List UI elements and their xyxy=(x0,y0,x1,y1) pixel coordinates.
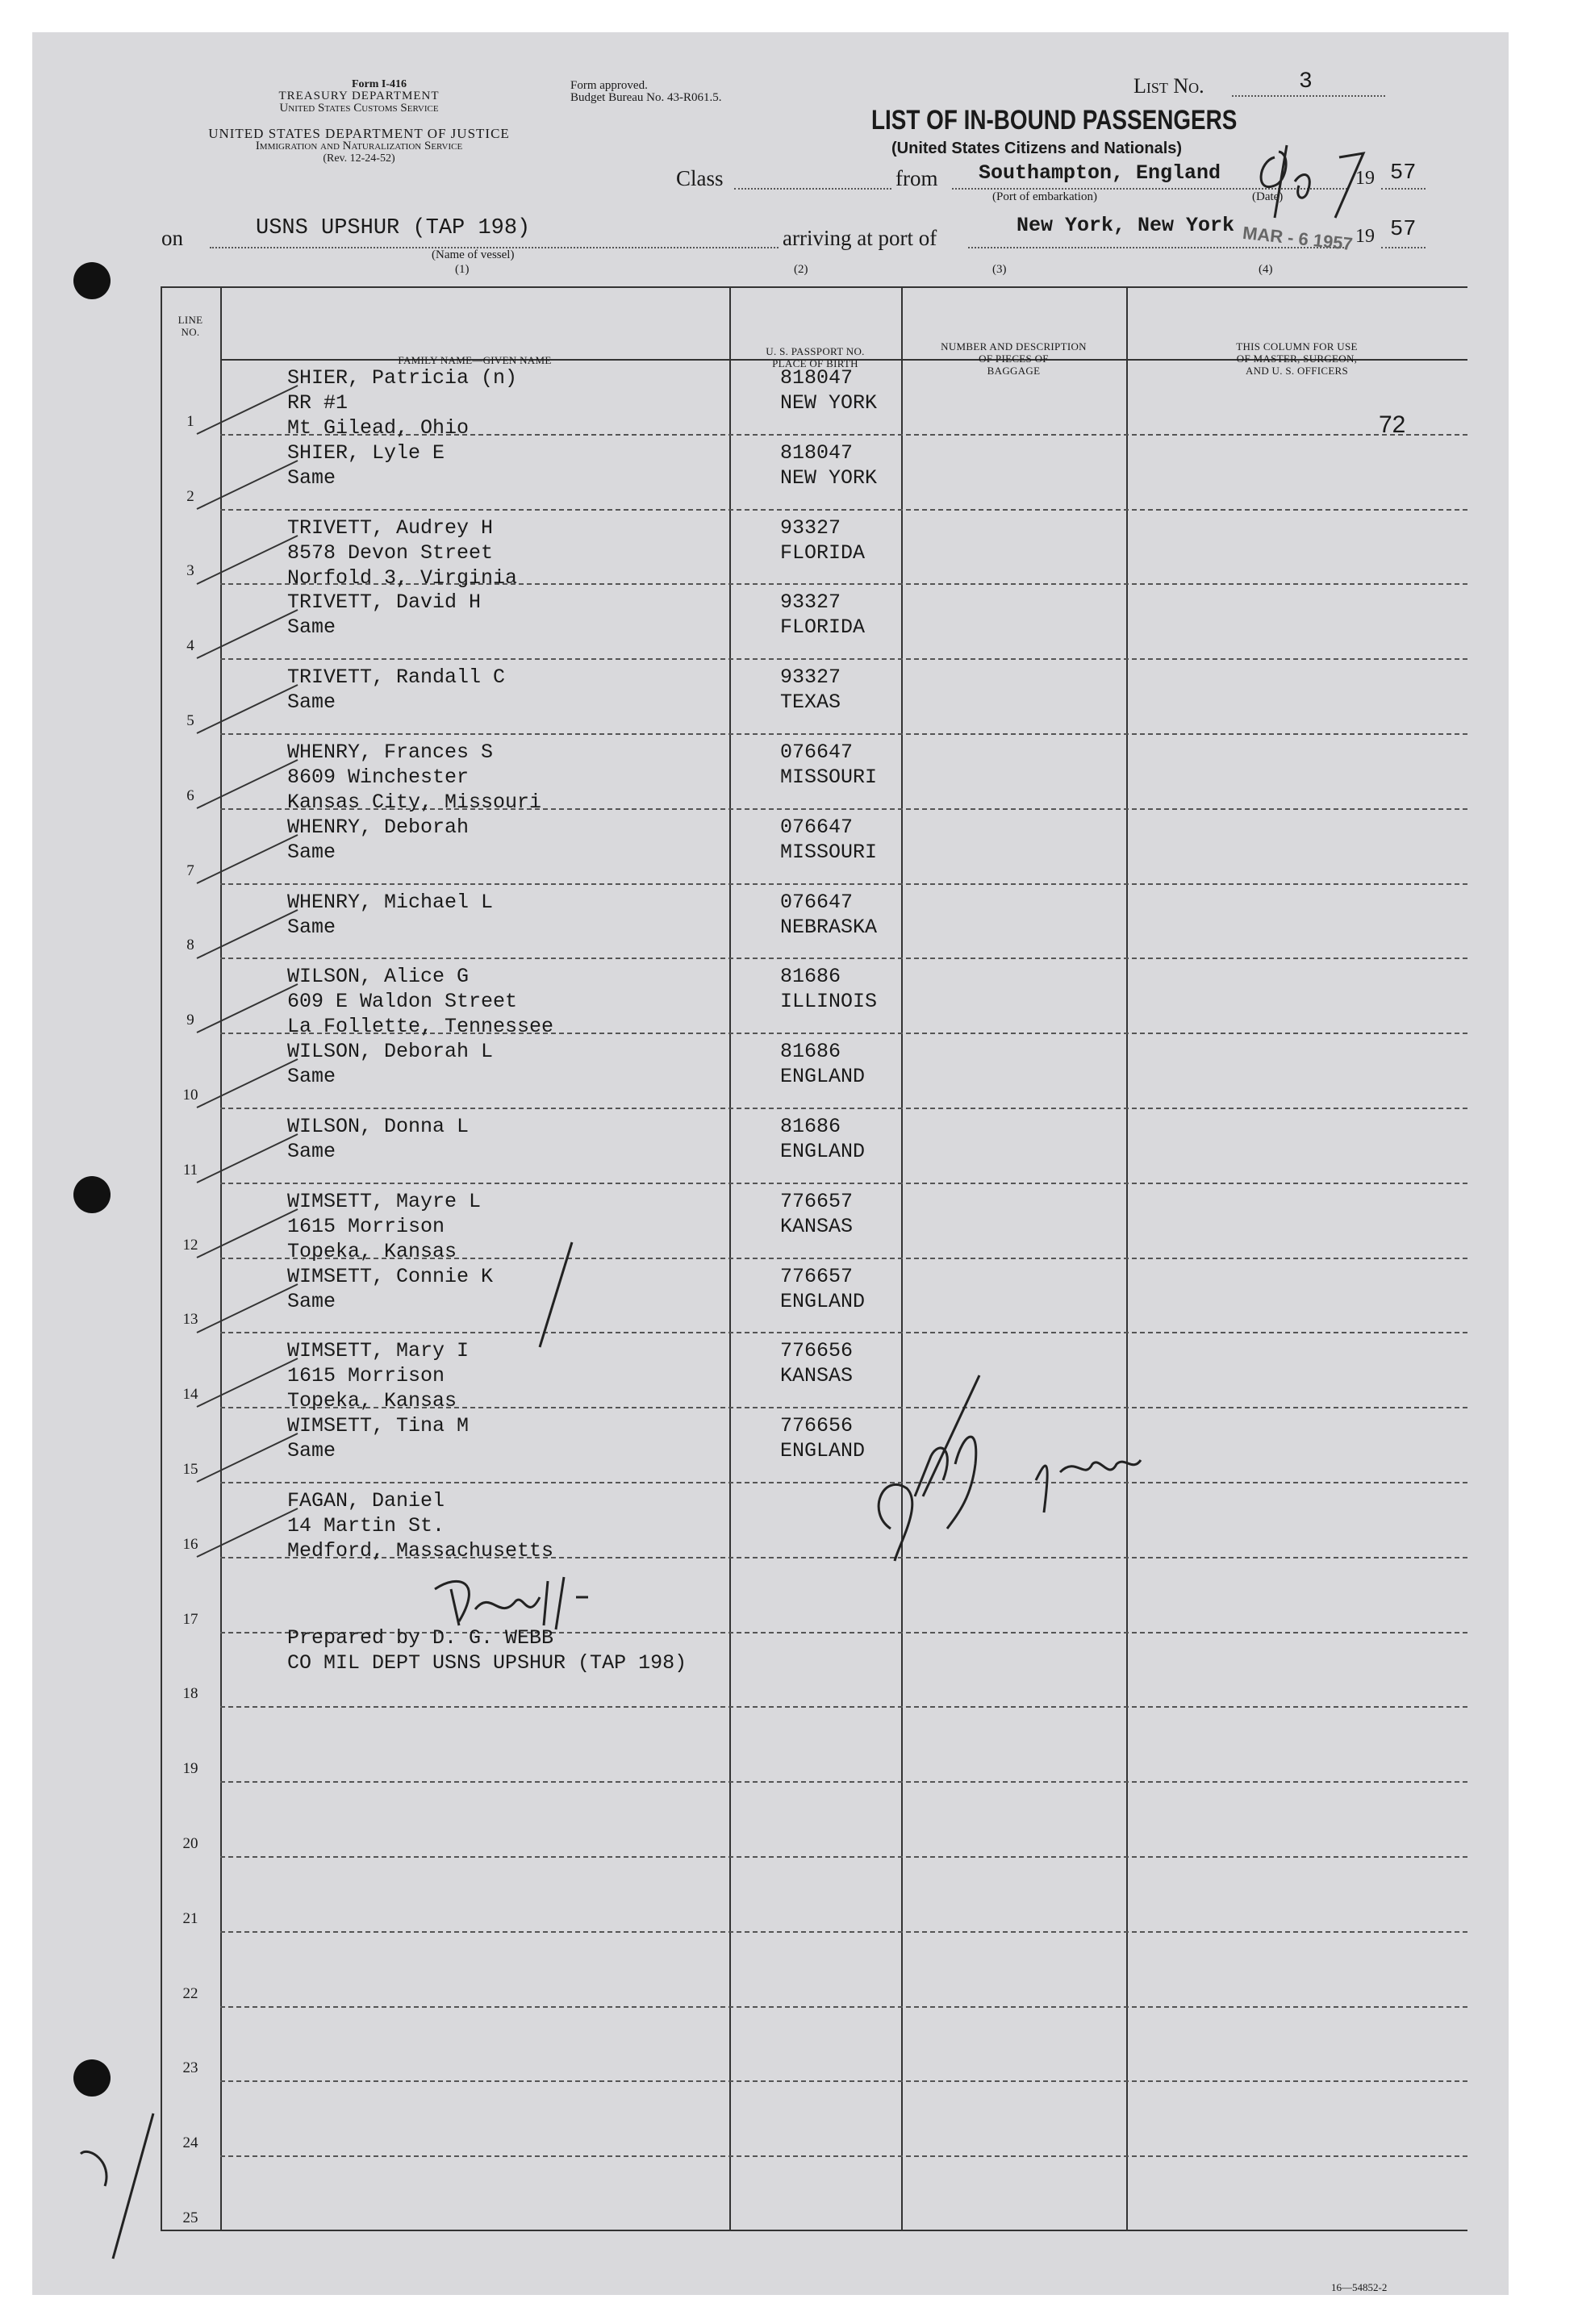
from-label: from xyxy=(895,166,938,190)
passport-place-of-birth: 818047 NEW YORK xyxy=(780,440,878,490)
row-divider xyxy=(220,2155,1467,2157)
passenger-entry: WIMSETT, Tina M Same xyxy=(287,1414,470,1463)
line-number: 23 xyxy=(182,2059,198,2077)
line-number: 5 xyxy=(186,712,194,729)
line-number: 12 xyxy=(182,1236,198,1254)
line-number: 25 xyxy=(182,2209,198,2226)
header-officers: THIS COLUMN FOR USE OF MASTER, SURGEON, AND U. S. OFFICERS xyxy=(1236,340,1358,377)
check-mark xyxy=(193,980,306,1037)
row-divider xyxy=(220,658,1467,660)
row-divider xyxy=(220,958,1467,959)
row-divider xyxy=(220,1856,1467,1858)
check-mark xyxy=(193,1055,306,1112)
passenger-entry: WIMSETT, Connie K Same xyxy=(287,1264,494,1313)
passport-place-of-birth: 93327 FLORIDA xyxy=(780,590,866,640)
passenger-entry: SHIER, Patricia (n) RR #1 Mt Gilead, Ohio xyxy=(287,366,518,440)
date-caption: (Date) xyxy=(1252,190,1284,203)
passport-place-of-birth: 776656 ENGLAND xyxy=(780,1414,866,1463)
passenger-entry: WHENRY, Deborah Same xyxy=(287,815,470,864)
row-divider xyxy=(220,733,1467,735)
line-number: 22 xyxy=(182,1984,198,2002)
check-mark xyxy=(193,1205,306,1262)
line-number: 16 xyxy=(182,1535,198,1553)
check-mark xyxy=(193,606,306,662)
year-prefix-2: 19 xyxy=(1355,226,1375,247)
line-number: 19 xyxy=(182,1760,198,1778)
year-line-2 xyxy=(1381,247,1426,248)
row-divider xyxy=(220,1183,1467,1184)
check-mark xyxy=(193,457,306,513)
row-divider xyxy=(220,1332,1467,1333)
check-mark xyxy=(193,681,306,737)
passenger-entry: WIMSETT, Mayre L 1615 Morrison Topeka, Kansas xyxy=(287,1189,482,1263)
row-divider xyxy=(220,883,1467,885)
prepared-by: Prepared by D. G. WEBB CO MIL DEPT USNS UPSHUR (TAP 198) xyxy=(287,1626,687,1675)
line-number: 20 xyxy=(182,1835,198,1852)
passenger-entry: FAGAN, Daniel 14 Martin St. Medford, Massachusetts xyxy=(287,1489,554,1563)
passport-place-of-birth: 776656 KANSAS xyxy=(780,1339,854,1388)
handwritten-signature-webb xyxy=(427,1565,604,1638)
list-no-value: 3 xyxy=(1299,69,1313,94)
port-embarkation-caption: (Port of embarkation) xyxy=(992,190,1097,203)
line-number: 14 xyxy=(182,1386,198,1404)
form-approved: Form approved. xyxy=(570,79,648,92)
line-number: 7 xyxy=(186,862,194,879)
handwritten-margin-mark xyxy=(65,2097,194,2259)
line-number: 24 xyxy=(182,2134,198,2152)
line-number: 3 xyxy=(186,562,194,580)
budget-bureau: Budget Bureau No. 43-R061.5. xyxy=(570,91,722,104)
on-label: on xyxy=(161,226,183,250)
vessel-caption: (Name of vessel) xyxy=(432,248,515,261)
row-divider xyxy=(220,509,1467,511)
col-ref-2: (2) xyxy=(794,263,808,276)
passport-place-of-birth: 076647 NEBRASKA xyxy=(780,890,878,939)
form-subtitle: (United States Citizens and Nationals) xyxy=(891,140,1183,157)
year-prefix-1: 19 xyxy=(1355,168,1375,189)
passport-place-of-birth: 076647 MISSOURI xyxy=(780,741,878,789)
line-number: 4 xyxy=(186,637,194,655)
col-ref-1: (1) xyxy=(455,263,470,276)
col-ref-3: (3) xyxy=(992,263,1007,276)
passport-place-of-birth: 776657 ENGLAND xyxy=(780,1264,866,1313)
passenger-entry: WILSON, Alice G 609 E Waldon Street La Follette, Tennessee xyxy=(287,965,554,1039)
line-number: 11 xyxy=(182,1161,198,1179)
line-number: 8 xyxy=(186,937,194,954)
passenger-entry: TRIVETT, David H Same xyxy=(287,590,482,640)
passport-place-of-birth: 93327 FLORIDA xyxy=(780,515,866,565)
handwritten-initials xyxy=(818,1375,1157,1569)
passenger-entry: TRIVETT, Randall C Same xyxy=(287,665,506,715)
passport-place-of-birth: 818047 NEW YORK xyxy=(780,366,878,415)
row-divider xyxy=(220,2080,1467,2082)
table-bottom-border xyxy=(161,2230,1467,2231)
table-top-border xyxy=(161,286,1467,288)
passport-place-of-birth: 81686 ENGLAND xyxy=(780,1115,866,1163)
passport-place-of-birth: 81686 ENGLAND xyxy=(780,1040,866,1089)
form-number: Form I-416 xyxy=(351,78,407,90)
check-mark xyxy=(193,532,306,588)
line-number: 15 xyxy=(182,1461,198,1478)
line-number: 10 xyxy=(182,1087,198,1104)
line-number: 1 xyxy=(186,412,194,430)
check-mark xyxy=(193,1130,306,1187)
check-mark xyxy=(193,1429,306,1486)
passenger-entry: SHIER, Lyle E Same xyxy=(287,440,445,490)
passenger-entry: WHENRY, Michael L Same xyxy=(287,890,494,939)
row-divider xyxy=(220,1108,1467,1109)
name-col-heading: FAMILY NAME—GIVEN NAME xyxy=(398,354,552,366)
check-mark xyxy=(193,831,306,887)
row-divider xyxy=(220,1781,1467,1783)
passport-place-of-birth: 93327 TEXAS xyxy=(780,665,841,715)
line-number: 6 xyxy=(186,786,194,804)
check-mark xyxy=(193,906,306,962)
officer-note: 72 xyxy=(1379,411,1406,438)
check-mark xyxy=(193,1280,306,1337)
punch-hole-bottom xyxy=(73,2059,111,2097)
class-label: Class xyxy=(676,166,724,190)
line-number: 21 xyxy=(182,1909,198,1927)
row-divider xyxy=(220,2006,1467,2008)
passenger-entry: WILSON, Donna L Same xyxy=(287,1115,470,1163)
passport-place-of-birth: 076647 MISSOURI xyxy=(780,815,878,864)
passport-place-of-birth: 81686 ILLINOIS xyxy=(780,965,878,1014)
vessel-name: USNS UPSHUR (TAP 198) xyxy=(256,216,531,240)
line-number: 2 xyxy=(186,487,194,505)
revision: (Rev. 12-24-52) xyxy=(323,152,395,165)
handwritten-date-mark xyxy=(1242,137,1404,226)
check-mark xyxy=(193,1504,306,1561)
header-line-no: LINE NO. xyxy=(177,314,203,338)
line-number: 13 xyxy=(182,1311,198,1329)
year-1: 57 xyxy=(1390,161,1417,186)
customs-service: United States Customs Service xyxy=(279,102,439,115)
check-mark xyxy=(193,1354,306,1411)
passenger-entry: WHENRY, Frances S 8609 Winchester Kansas City, Missouri xyxy=(287,741,542,814)
treasury-dept: TREASURY DEPARTMENT xyxy=(278,90,440,102)
line-number: 17 xyxy=(182,1610,198,1628)
passport-place-of-birth: 776657 KANSAS xyxy=(780,1189,854,1238)
passenger-entry: WILSON, Deborah L Same xyxy=(287,1040,494,1089)
footer-code: 16—54852-2 xyxy=(1331,2281,1388,2293)
line-number: 9 xyxy=(186,1012,194,1029)
port-of-arrival: New York, New York xyxy=(1017,214,1235,237)
passenger-table xyxy=(161,286,1467,2231)
port-of-embarkation: Southampton, England xyxy=(979,161,1221,185)
document-sheet xyxy=(32,32,1509,2295)
header-baggage: NUMBER AND DESCRIPTION OF PIECES OF BAGGAGE xyxy=(941,340,1087,377)
handwritten-slash-mark xyxy=(532,1238,580,1351)
check-mark xyxy=(193,756,306,812)
list-no-label: List No. xyxy=(1133,74,1204,98)
form-title: LIST OF IN-BOUND PASSENGERS xyxy=(871,105,1238,136)
header-passport: U. S. PASSPORT NO. PLACE OF BIRTH xyxy=(766,345,865,369)
passenger-entry: WIMSETT, Mary I 1615 Morrison Topeka, Kansas xyxy=(287,1339,470,1413)
class-line xyxy=(734,188,891,190)
punch-hole-middle xyxy=(73,1176,111,1213)
list-no-line xyxy=(1232,95,1385,97)
row-divider xyxy=(220,1706,1467,1708)
arriving-label: arriving at port of xyxy=(783,226,937,250)
row-divider xyxy=(220,1931,1467,1933)
check-mark xyxy=(193,382,306,438)
line-number: 18 xyxy=(182,1685,198,1703)
ins-service: Immigration and Naturalization Service xyxy=(255,140,463,152)
justice-dept: UNITED STATES DEPARTMENT OF JUSTICE xyxy=(208,126,510,141)
punch-hole-top xyxy=(73,262,111,299)
year-2: 57 xyxy=(1390,218,1417,242)
date-stamp: MAR - 6 1957 xyxy=(1242,222,1354,255)
passenger-entry: TRIVETT, Audrey H 8578 Devon Street Norfold 3, Virginia xyxy=(287,515,518,590)
col-ref-4: (4) xyxy=(1259,263,1273,276)
